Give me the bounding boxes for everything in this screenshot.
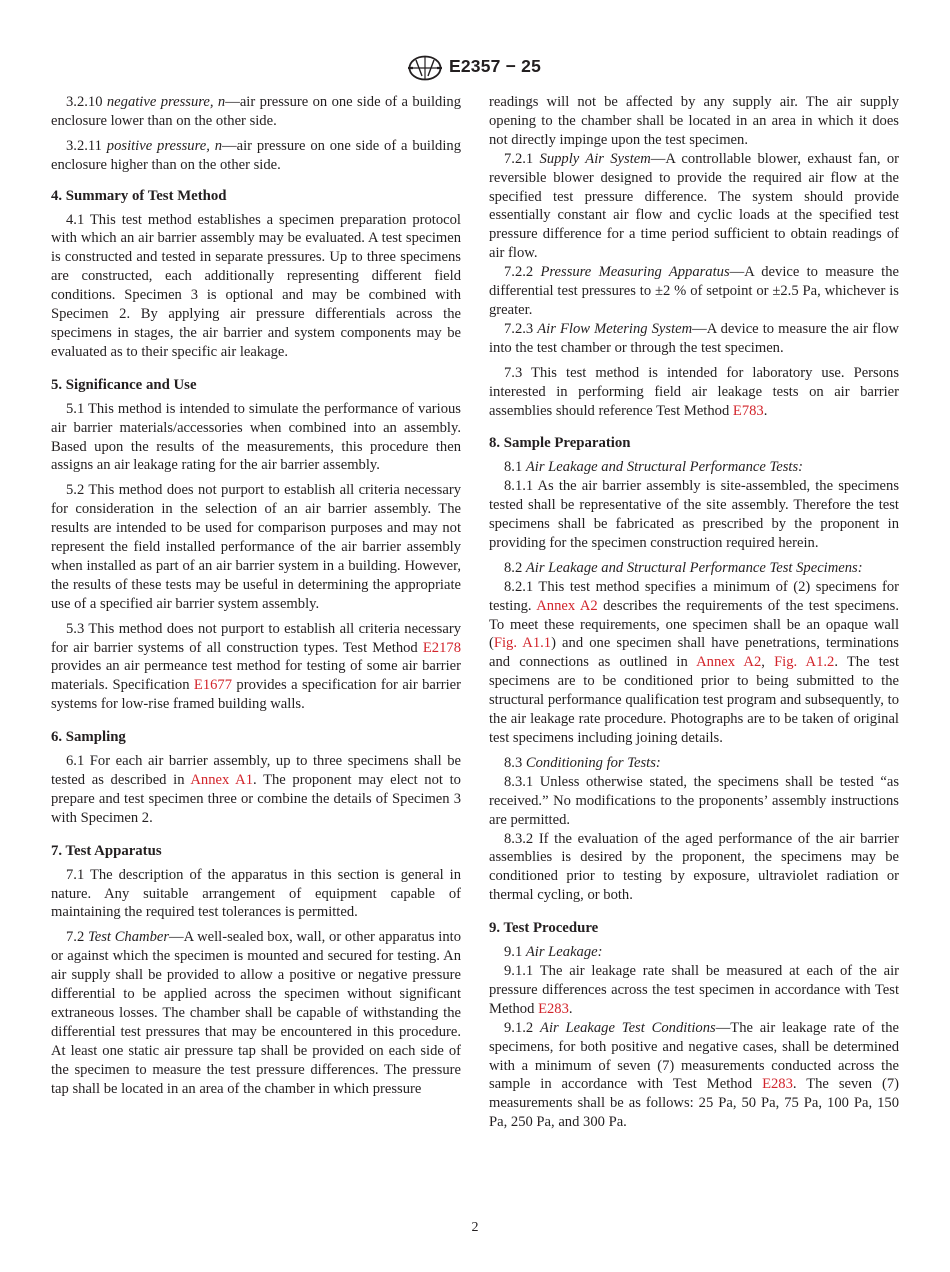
paragraph-7-2-continued: readings will not be affected by any supply air. The air supply opening to the chamber shall be located in an area in which it does not directly impinge upon the test specimen. [489,94,899,148]
paragraph-8-2-1: 8.2.1 This test method specifies a minimum of (2) specimens for testing. Annex A2 describes the requirements of the test specimens. To meet these requirements, one specimen shall be an opaque wall (Fig. A1.1) and one specimen shall have penetrations, terminations and connections as outlined in Annex A2, Fig. A1.2. The test specimens are to be conditioned prior to being submitted to the structural performance qualification test program and subsequently, to the air leakage rate procedure. Photographs are to be taken of original test specimens including joining details. [489,578,899,746]
paragraph-4-1: 4.1 This test method establishes a specimen preparation protocol with which an air barrier assembly may be evaluated. A test specimen is constructed and tested in separate pressures. Up to three specimens are constructed, each additionally representing different field conditions. Specimen 3 is optional and may be combined with Specimen 2. By applying air pressure differentials across the specimens in stages, the air barrier and system components may be evaluated as to their specific air leakage. [51,211,461,360]
link-annex-a2-second[interactable]: Annex A2 [696,654,762,671]
paragraph-8-1: 8.1 Air Leakage and Structural Performance Tests: [504,459,804,476]
page-header [0,51,950,87]
link-e2178[interactable]: E2178 [422,639,461,656]
paragraph-7-2-2: 7.2.2 Pressure Measuring Apparatus—A device to measure the differential test pressures to ±2 % of setpoint or ±2.5 Pa, whichever is greater. [489,264,899,318]
paragraph-7-2-1: 7.2.1 Supply Air System—A controllable blower, exhaust fan, or reversible blower designed to provide the required air flow at the specified test pressure difference. The system should provide essentially constant air flow and cyclic loads at the specified test pressure difference for a time period sufficient to obtain readings of air flow. [489,150,899,262]
paragraph-9-1: 9.1 Air Leakage: [504,944,603,961]
paragraph-8-2: 8.2 Air Leakage and Structural Performance Test Specimens: [504,559,863,576]
astm-logo-icon [408,55,442,81]
section-heading-8: 8. Sample Preparation [489,435,631,452]
link-annex-a1[interactable]: Annex A1 [190,772,253,788]
section-heading-6: 6. Sampling [51,729,126,746]
paragraph-8-3-2: 8.3.2 If the evaluation of the aged performance of the air barrier assemblies is desired by the proponent, the specimens may be conditioned prior to testing by exposure, ultraviolet radiation or thermal cycling, or both. [489,830,899,904]
paragraph-5-1: 5.1 This method is intended to simulate the performance of various air barrier materials/accessories when combined into an assembly. Based upon the results of the measurements, this procedure then assigns an air leakage rating for the air barrier assembly. [51,400,461,474]
link-e283-second[interactable]: E283 [762,1076,793,1093]
left-column [51,93,461,1099]
link-e783[interactable]: E783 [732,402,764,419]
paragraph-8-3-1: 8.3.1 Unless otherwise stated, the specimens shall be tested “as received.” No modifications to the proponents’ assembly instructions are permitted. [489,773,899,828]
definition-3-2-11: 3.2.11 positive pressure, n—air pressure on one side of a building enclosure higher than on the other side. [51,137,461,173]
section-heading-5: 5. Significance and Use [51,376,197,393]
paragraph-8-3: 8.3 Conditioning for Tests: [504,754,661,771]
link-e1677[interactable]: E1677 [193,677,233,694]
paragraph-5-2: 5.2 This method does not purport to establish all criteria necessary for consideration in the selection of an air barrier assembly. The results are intended to be used for comparison purposes and may not represent the field installed performance of the air barrier assembly when installed as part of an air barrier system in a building. However, the results of these tests may be useful in determining the appropriate use of a specified air barrier system assembly. [51,482,461,612]
right-column [489,93,899,1132]
page-number: 2 [471,1220,479,1235]
definition-3-2-10: 3.2.10 negative pressure, n—air pressure on one side of a building enclosure lower than on the other side. [51,94,461,129]
paragraph-7-1: 7.1 The description of the apparatus in this section is general in nature. Any suitable arrangement of equipment capable of maintaining the required test tolerances is permitted. [51,866,461,921]
paragraph-9-1-2: 9.1.2 Air Leakage Test Conditions—The air leakage rate of the specimens, for both positive and negative cases, shall be determined with a minimum of seven (7) measurements conducted across the sample in accordance with Test Method E283. The seven (7) measurements shall be as follows: 25 Pa, 50 Pa, 75 Pa, 100 Pa, 150 Pa, 250 Pa, and 300 Pa. [489,1019,899,1131]
paragraph-7-2-3: 7.2.3 Air Flow Metering System—A device to measure the air flow into the test chamber or through the test specimen. [489,320,899,356]
section-heading-4: 4. Summary of Test Method [51,187,227,204]
link-fig-a1-2[interactable]: Fig. A1.2 [774,654,835,671]
link-e283[interactable]: E283 [538,1000,569,1017]
paragraph-7-3: 7.3 This test method is intended for laboratory use. Persons interested in performing field air leakage tests on air barrier assemblies should reference Test Method E783. [489,364,899,419]
standard-designation: E2357 − 25 [449,56,542,76]
paragraph-8-1-1: 8.1.1 As the air barrier assembly is site-assembled, the specimens tested shall be representative of the site assembly. Therefore the test specimens shall be fabricated as prescribed by the proponent in providing for the specimen construction required herein. [489,478,899,551]
paragraph-7-2: 7.2 Test Chamber—A well-sealed box, wall, or other apparatus into or against which the specimen is mounted and secured for testing. An air supply shall be provided to allow a positive or negative pressure differential to be applied across the specimen without significant extraneous losses. The chamber shall be capable of withstanding the differential test pressures that may be encountered in this procedure. At least one static air pressure tap shall be provided on each side of the specimen to measure the test pressure differences. The pressure tap shall be located in an area of the chamber in which pressure [51,929,462,1097]
paragraph-9-1-1: 9.1.1 The air leakage rate shall be measured at each of the air pressure differences across the test specimen in accordance with Test Method E283. [489,962,899,1017]
section-heading-7: 7. Test Apparatus [51,842,162,859]
link-annex-a2[interactable]: Annex A2 [536,597,598,614]
paragraph-6-1: 6.1 For each air barrier assembly, up to three specimens shall be tested as described in Annex A1. The proponent may elect not to prepare and test specimen three or combine the details of Specimen 3 with Specimen 2. [51,753,461,826]
paragraph-5-3: 5.3 This method does not purport to establish all criteria necessary for air barrier systems of all construction types. Test Method E2178 provides an air permeance test method for testing of some air barrier materials. Specification E1677 provides a specification for air barrier systems for low-rise framed building walls. [51,620,461,713]
section-heading-9: 9. Test Procedure [489,920,599,937]
link-fig-a1-1[interactable]: Fig. A1.1 [493,635,552,652]
